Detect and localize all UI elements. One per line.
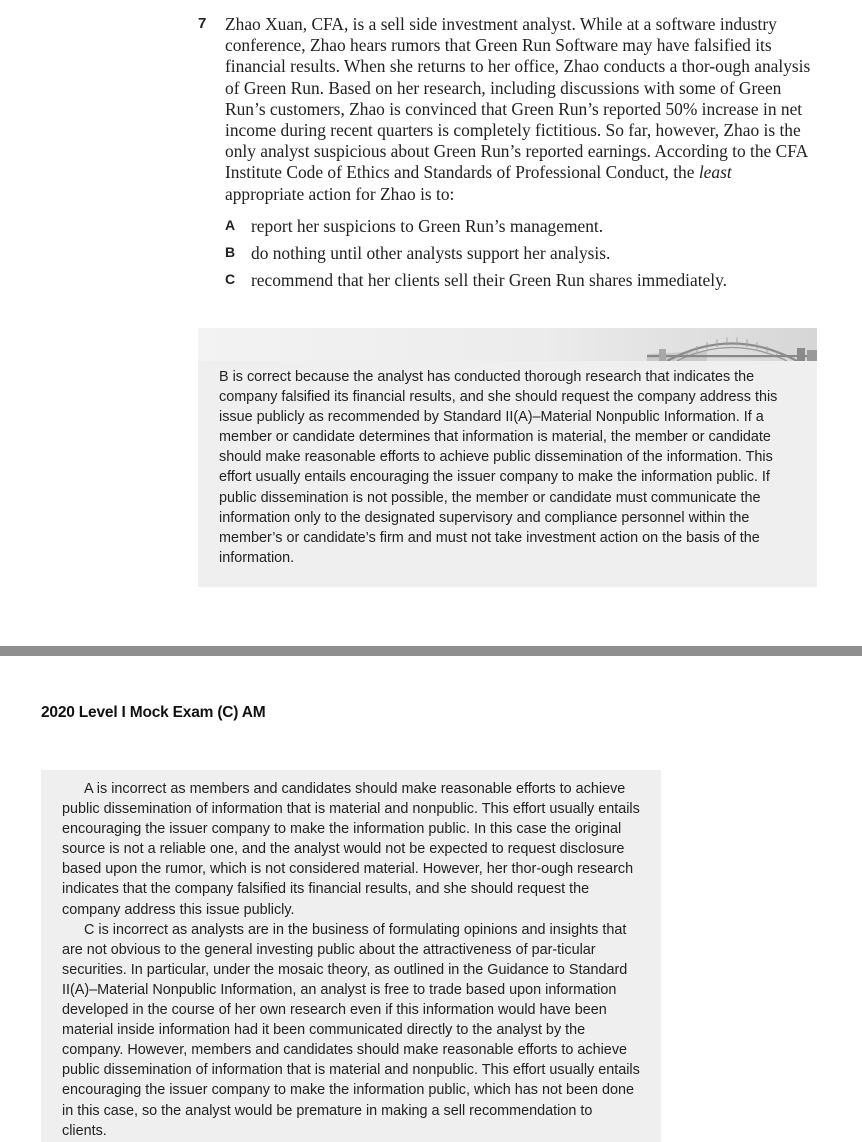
- question-number: 7: [198, 15, 207, 32]
- question-stem-emphasis: least: [698, 162, 732, 183]
- explanation-c: C is incorrect as analysts are in the business of formulating opinions and insights that are not obvious to the general investing public about the attractiveness of par-ticular securities. In particular, under the mosaic theory, as outlined in the Guidance to Standard II(A)–Material Nonpublic Information, an analyst is free to trade based upon information developed in the course of her own research even if this information would have been material inside information had it been communicated directly to the analyst by the company. However, members and candidates should make reasonable efforts to achieve public dissemination of information that is material and nonpublic. This effort usually entails encouraging the issuer company to make the information public, which has not been done in this case, so the analyst would be premature in making a sell recommendation to clients.: [62, 921, 640, 1139]
- option-c-letter: C: [225, 271, 236, 287]
- question-stem-after: appropriate action for Zhao is to:: [225, 183, 455, 204]
- page-heading: 2020 Level I Mock Exam (C) AM: [41, 704, 266, 721]
- option-c-text: recommend that her clients sell their Green Run shares immediately.: [251, 270, 727, 290]
- answer-explanation: B is correct because the analyst has conducted thorough research that indicates the company falsified its financial results, and she should request the company address this issue publicly as recommended by Standard II(A)–Material Nonpublic Information. If a member or candidate determines that information is material, the member or candidate should make reasonable efforts to achieve public dissemination of the information. This effort usually entails encouraging the issuer company to make the information public. If public dissemination is not possible, the member or candidate must communicate the information only to the designated supervisory and compliance personnel within the member’s or candidate’s firm and must not take investment action on the basis of the information.: [219, 369, 778, 566]
- explanation-text: [62, 779, 640, 1141]
- option-a-letter: A: [225, 217, 236, 233]
- explanation-a: A is incorrect as members and candidates should make reasonable efforts to achieve public dissemination of information that is material and nonpublic. This effort usually entails encouraging the issuer company to make the information public. In this case the original source is not a reliable one, and the analyst would not be expected to request disclosure based upon the rumor, which is not considered material. However, her thor-ough research indicates that the company falsified its financial results, and she should request the company address this issue publicly.: [62, 781, 640, 918]
- option-b-letter: B: [225, 244, 236, 260]
- option-c: [225, 270, 815, 292]
- option-b: [225, 243, 815, 265]
- explanation-box: [41, 770, 661, 1142]
- page-divider: [0, 646, 862, 656]
- question-stem-before: Zhao Xuan, CFA, is a sell side investment analyst. While at a software industry conference, Zhao hears rumors that Green Run Software may have falsified its financial results. When she returns to her office, Zhao conducts a thor-ough analysis of Green Run. Based on her research, including discussions with some of Green Run’s customers, Zhao is convinced that Green Run’s reported 50% increase in net income during recent quarters is completely fictitious. So far, however, Zhao is the only analyst suspicious about Green Run’s reported earnings. According to the CFA Institute Code of Ethics and Standards of Professional Conduct, the: [225, 14, 811, 183]
- question-stem: [225, 14, 815, 205]
- option-b-text: do nothing until other analysts support her analysis.: [251, 243, 611, 263]
- answer-box: [198, 328, 817, 587]
- bridge-image: [647, 328, 817, 361]
- option-a: [225, 216, 815, 238]
- option-a-text: report her suspicions to Green Run’s management.: [251, 216, 604, 236]
- answer-header-band: [198, 328, 817, 361]
